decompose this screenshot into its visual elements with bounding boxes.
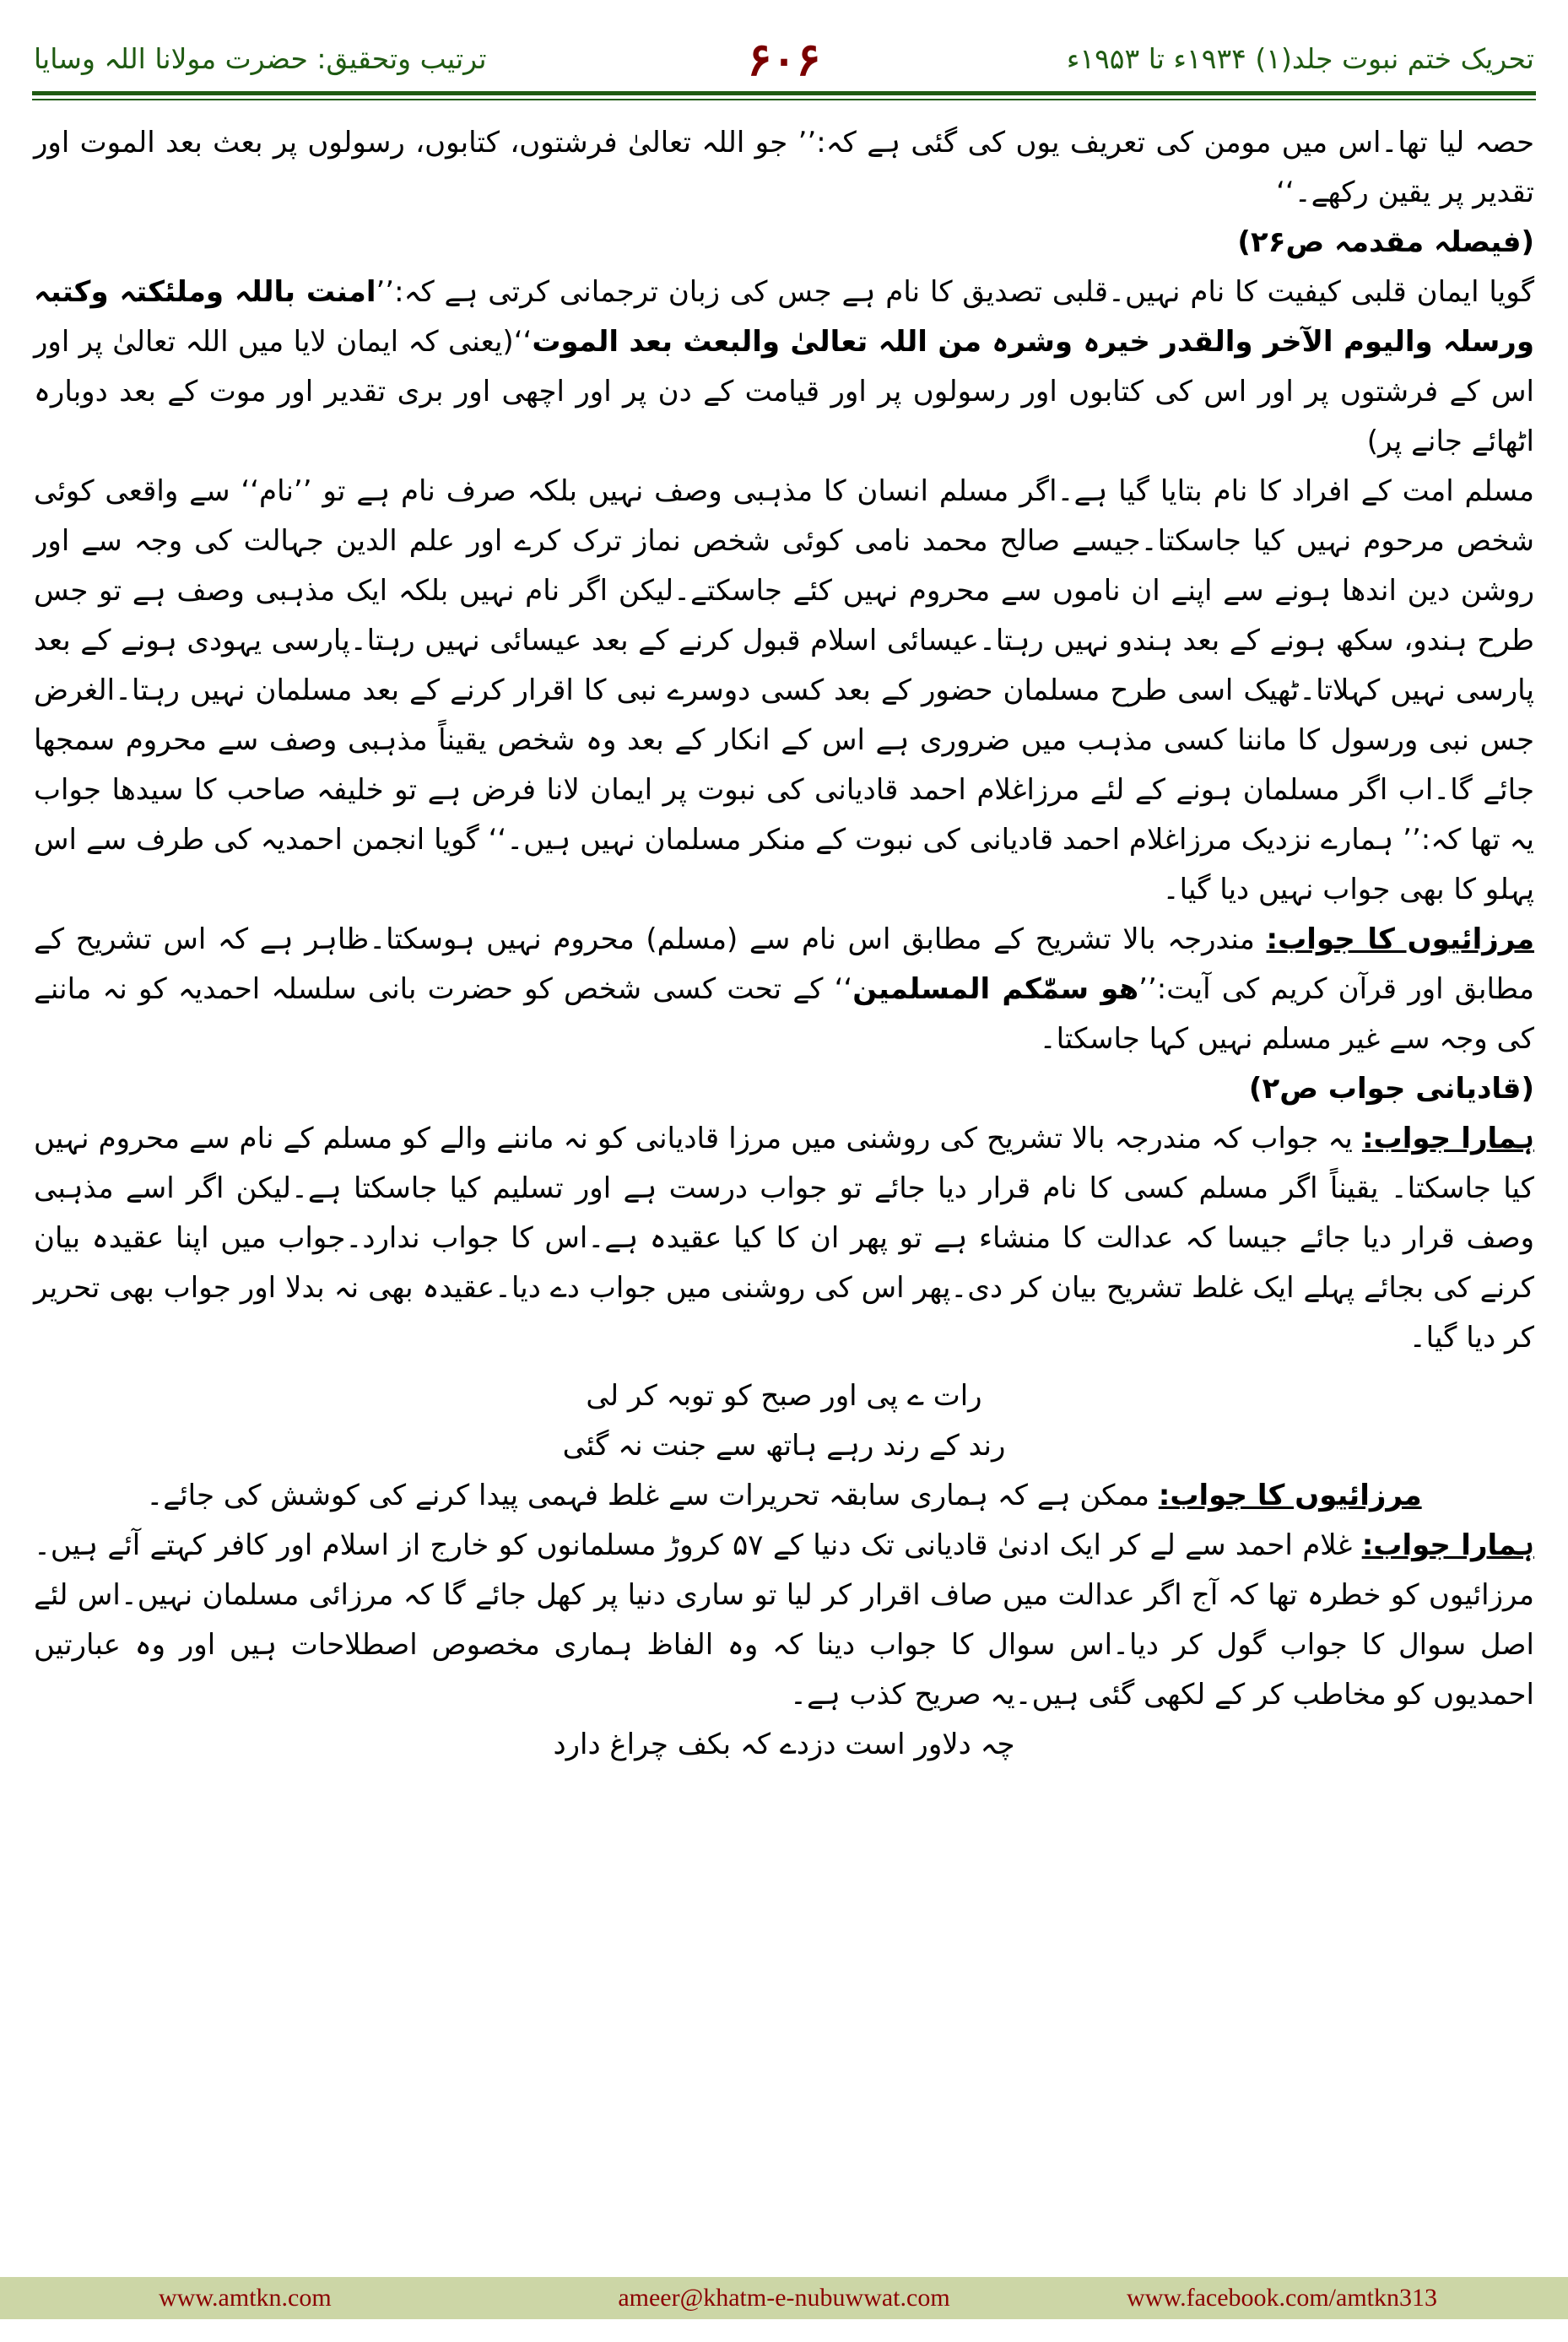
section-label: ہمارا جواب: <box>1361 1528 1535 1562</box>
reference: (فیصلہ مقدمہ ص۲۶) <box>1237 225 1534 259</box>
section-label: مرزائیوں کا جواب: <box>1158 1479 1422 1512</box>
arabic-quote: ھو سمّٰکم المسلمین <box>852 972 1139 1006</box>
poem-line-1: رات ے پی اور صبح کو توبہ کر لی <box>586 1379 982 1413</box>
footer-bar <box>0 2277 1568 2319</box>
paragraph-text: غلام احمد سے لے کر ایک ادنیٰ قادیانی تک دنیا کے ۵۷ کروڑ مسلمانوں کو خارج از اسلام اور کافر کہتے آئے ہیں۔ مرزائیوں کو خطرہ تھا کہ آج اگر عدالت میں صاف اقرار کر لیا تو ساری دنیا پر کھل جائے گا کہ مرزائی مسلمان نہیں۔اس لئے اصل سوال کا جواب گول کر دیا۔اس سوال کا جواب دینا کہ وہ الفاظ ہماری مخصوص اصطلاحات ہیں اور وہ عبارتیں احمدیوں کو مخاطب کر کے لکھی گئی ہیں۔یہ صریح کذب ہے۔ <box>34 1528 1534 1712</box>
paragraph-3: مسلم امت کے افراد کا نام بتایا گیا ہے۔اگر مسلم انسان کا مذہبی وصف نہیں بلکہ صرف نام ہے تو ’’نام‘‘ سے واقعی کوئی شخص مرحوم نہیں کیا جاسکتا۔جیسے صالح محمد نامی کوئی شخص نماز ترک کرے اور علم الدین جہالت کی وجہ سے اور روشن دین اندھا ہونے سے اپنے ان ناموں سے محروم نہیں کئے جاسکتے۔لیکن اگر نام نہیں بلکہ ایک مذہبی وصف ہے تو جس طرح ہندو، سکھ ہونے کے بعد ہندو نہیں رہتا۔عیسائی اسلام قبول کرنے کے بعد عیسائی نہیں رہتا۔پارسی یہودی ہونے کے بعد پارسی نہیں کہلاتا۔ٹھیک اسی طرح مسلمان حضور کے بعد کسی دوسرے نبی کا اقرار کرنے کے بعد مسلمان نہیں رہتا۔الغرض جس نبی ورسول کا ماننا کسی مذہب میں ضروری ہے اس کے انکار کے بعد وہ شخص یقیناً مذہبی وصف سے محروم سمجھا جائے گا۔اب اگر مسلمان ہونے کے لئے مرزاغلام احمد قادیانی کی نبوت پر ایمان لانا فرض ہے تو خلیفہ صاحب کا سیدھا جواب یہ تھا کہ:’’ ہمارے نزدیک مرزاغلام احمد قادیانی کی نبوت کے منکر مسلمان نہیں ہیں۔‘‘ گویا انجمن احمدیہ کی طرف سے اس پہلو کا بھی جواب نہیں دیا گیا۔ <box>34 474 1534 906</box>
paragraph-5 <box>34 1114 1534 1363</box>
footer-facebook-link[interactable]: www.facebook.com/amtkn313 <box>1127 2284 1437 2312</box>
paragraph-1 <box>34 118 1534 268</box>
paragraph-7 <box>34 1521 1534 1720</box>
paragraph-6 <box>34 1471 1534 1521</box>
paragraph-text: ممکن ہے کہ ہماری سابقہ تحریرات سے غلط فہمی پیدا کرنے کی کوشش کی جائے۔ <box>146 1479 1149 1512</box>
paragraph-text: ‘‘(یعنی کہ ایمان لایا میں اللہ تعالیٰ پر اور اس کے فرشتوں پر اور اس کی کتابوں اور رسولوں پر اور قیامت کے دن پر اور اچھی اور بری تقدیر اور موت کے بعد دوبارہ اٹھائے جانے پر) <box>34 325 1534 458</box>
arabic-quote: امنت باللہ وملئکتہ وکتبہ ورسلہ والیوم الآخر والقدر خیرہ وشرہ من اللہ تعالیٰ والبعث بعد الموت <box>34 275 1534 359</box>
paragraph-4 <box>34 915 1534 1114</box>
header-book-title: تحریک ختم نبوت جلد(۱) ۱۹۳۴ء تا ۱۹۵۳ء <box>1066 42 1534 75</box>
closing-verse: چہ دلاور است دزدے کہ بکف چراغ دارد <box>553 1728 1015 1761</box>
header-divider-thick <box>32 91 1536 95</box>
paragraph-text: ‘‘ کے تحت کسی شخص کو حضرت بانی سلسلہ احمدیہ کو نہ ماننے کی وجہ سے غیر مسلم نہیں کہا جاسکتا۔ <box>34 972 1534 1056</box>
page-body <box>34 118 1534 1770</box>
header-compiler: ترتیب وتحقیق: حضرت مولانا اللہ وسایا <box>34 42 487 75</box>
paragraph-text: یہ جواب کہ مندرجہ بالا تشریح کی روشنی میں مرزا قادیانی کو نہ ماننے والے کو مسلم کے نام سے محروم نہیں کیا جاسکتا۔ یقیناً اگر مسلم کسی کا نام قرار دیا جائے تو جواب درست ہے اور تسلیم کیا جاسکتا ہے۔لیکن اگر اسے مذہبی وصف قرار دیا جائے جیسا کہ عدالت کا منشاء ہے تو پھر ان کا کیا عقیدہ ہے۔اس کا جواب ندارد۔جواب میں اپنا عقیدہ بیان کرنے کی بجائے پہلے ایک غلط تشریح بیان کر دی۔پھر اس کی روشنی میں جواب دے دیا۔عقیدہ بھی نہ بدلا اور جواب بھی تحریر کر دیا گیا۔ <box>34 1122 1534 1355</box>
page-number: ۶۰۶ <box>747 32 821 86</box>
paragraph-text: حصہ لیا تھا۔اس میں مومن کی تعریف یوں کی گئی ہے کہ:’’ جو اللہ تعالیٰ فرشتوں، کتابوں، رسولوں پر بعث بعد الموت اور تقدیر پر یقین رکھے۔‘‘ <box>34 126 1534 209</box>
paragraph-text: مندرجہ بالا تشریح کے مطابق اس نام سے (مسلم) محروم نہیں ہوسکتا۔ظاہر ہے کہ اس تشریح کے مطابق اور قرآن کریم کی آیت:’’ <box>34 922 1534 1006</box>
reference: (قادیانی جواب ص۲) <box>1248 1072 1534 1106</box>
section-label: مرزائیوں کا جواب: <box>1266 922 1534 956</box>
footer-website-link[interactable]: www.amtkn.com <box>159 2284 332 2312</box>
poem-line-2: رند کے رند رہے ہاتھ سے جنت نہ گئی <box>562 1429 1006 1463</box>
paragraph-text: گویا ایمان قلبی کیفیت کا نام نہیں۔قلبی تصدیق کا نام ہے جس کی زبان ترجمانی کرتی ہے کہ:’’ <box>376 275 1535 309</box>
paragraph-2 <box>34 268 1534 467</box>
section-label: ہمارا جواب: <box>1361 1122 1535 1155</box>
header-divider-thin <box>32 99 1536 100</box>
footer-email-link[interactable]: ameer@khatm-e-nubuwwat.com <box>618 2284 950 2312</box>
